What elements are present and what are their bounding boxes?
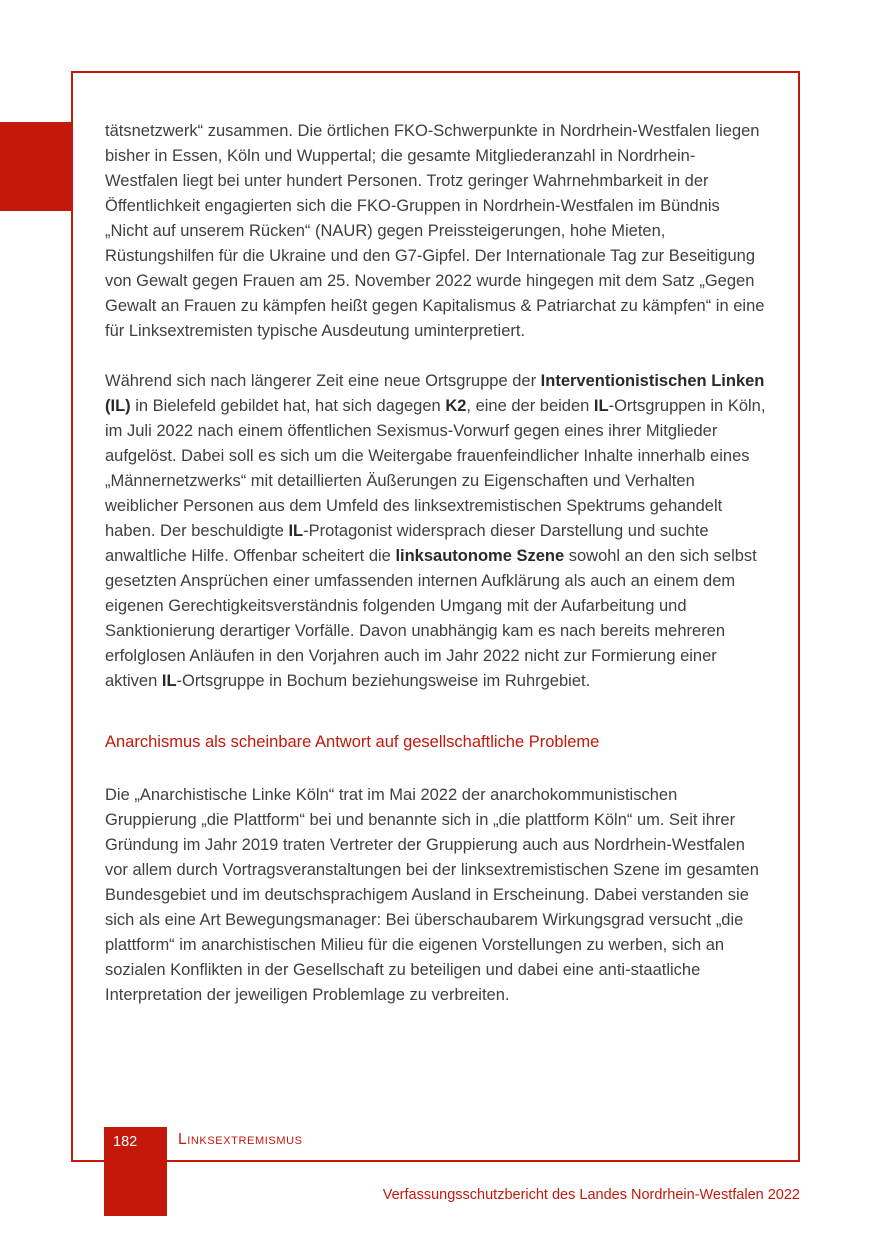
page-number-box (104, 1127, 167, 1216)
chapter-tab-marker (0, 122, 71, 211)
section-heading: Anarchismus als scheinbare Antwort auf gesellschaftliche Probleme (105, 733, 600, 751)
footer-report-title: Verfassungsschutzbericht des Landes Nordrhein-Westfalen 2022 (382, 1187, 800, 1203)
page-content (105, 119, 766, 1033)
footer-section-label: Linksextremismus (178, 1131, 303, 1148)
body-paragraph: Die „Anarchistische Linke Köln“ trat im Mai 2022 der anarchokommunistischen Gruppierung „die Plattform“ bei und benannte sich in „die plattform Köln“ um. Seit ihrer Gründung im Jahr 2019 traten Vertreter der Gruppierung auch aus Nordrhein-Westfalen vor allem durch Vortragsveranstaltungen bei der linksextremistischen Szene im gesamten Bundesgebiet und im deutschsprachigem Ausland in Erscheinung. Dabei verstanden sie sich als eine Art Bewegungsmanager: Bei überschaubarem Wirkungsgrad versucht „die plattform“ im anarchistischen Milieu für die eigenen Vorstellungen zu werben, sich an sozialen Konflikten in der Gesellschaft zu beteiligen und dabei eine anti-staatliche Interpretation der jeweiligen Problemlage zu verbreiten. (105, 786, 759, 1004)
body-paragraph: Während sich nach längerer Zeit eine neue Ortsgruppe der Interventionistischen Linken (IL) in Bielefeld gebildet hat, hat sich dagegen K2, eine der beiden IL-Ortsgruppen in Köln, im Juli 2022 nach einem öffentlichen Sexismus-Vorwurf gegen eines ihrer Mitglieder aufgelöst. Dabei soll es sich um die Weitergabe frauenfeindlicher Inhalte innerhalb eines „Männernetzwerks“ mit detaillierten Äußerungen zu Eigenschaften und Verhalten weiblicher Personen aus dem Umfeld des linksextremistischen Spektrums gehandelt haben. Der beschuldigte IL-Protagonist widersprach dieser Darstellung und suchte anwaltliche Hilfe. Offenbar scheitert die linksautonome Szene sowohl an den sich selbst gesetzten Ansprüchen einer umfassenden internen Aufklärung als auch an einem dem eigenen Gerechtigkeitsverständnis folgenden Umgang mit der Aufarbeitung und Sanktionierung derartiger Vorfälle. Davon unabhängig kam es nach bereits mehreren erfolglosen Anläufen in den Vorjahren auch im Jahr 2022 nicht zur Formierung einer aktiven IL-Ortsgruppe in Bochum beziehungsweise im Ruhrgebiet. (105, 372, 766, 690)
body-paragraph: tätsnetzwerk“ zusammen. Die örtlichen FKO-Schwerpunkte in Nordrhein-Westfalen liegen bisher in Essen, Köln und Wuppertal; die gesamte Mitgliederanzahl in Nordrhein-Westfalen liegt bei unter hundert Personen. Trotz geringer Wahrnehmbarkeit in der Öffentlichkeit engagierten sich die FKO-Gruppen in Nordrhein-Westfalen im Bündnis „Nicht auf unserem Rücken“ (NAUR) gegen Preissteigerungen, hohe Mieten, Rüstungshilfen für die Ukraine und den G7-Gipfel. Der Internationale Tag zur Beseitigung von Gewalt gegen Frauen am 25. November 2022 wurde hingegen mit dem Satz „Gegen Gewalt an Frauen zu kämpfen heißt gegen Kapitalismus & Patriarchat zu kämpfen“ in eine für Linksextremisten typische Ausdeutung uminterpretiert. (105, 122, 765, 340)
page-number: 182 (113, 1134, 138, 1150)
